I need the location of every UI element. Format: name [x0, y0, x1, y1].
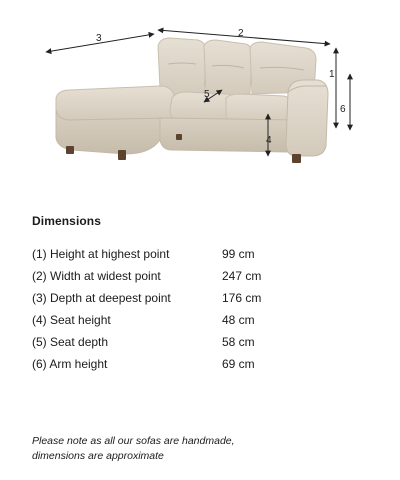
dimension-value: 99 cm [222, 247, 255, 261]
dimension-row-height [32, 243, 332, 265]
dimensions-list [32, 243, 332, 375]
marker-1: 1 [329, 69, 335, 80]
handmade-note: Please note as all our sofas are handmade, dimensions are approximate [32, 435, 235, 462]
dimension-row-arm-height [32, 353, 332, 375]
dimension-row-width [32, 265, 332, 287]
dimension-value: 69 cm [222, 357, 255, 371]
marker-4: 4 [266, 135, 272, 146]
dimension-label: (2) Width at widest point [32, 269, 161, 283]
dimension-row-seat-depth [32, 331, 332, 353]
marker-5: 5 [204, 89, 210, 100]
dimension-value: 247 cm [222, 269, 262, 283]
dimension-row-seat-height [32, 309, 332, 331]
sofa-dimension-diagram [0, 0, 400, 200]
dimension-label: (5) Seat depth [32, 335, 109, 349]
dimension-value: 58 cm [222, 335, 255, 349]
dimension-value: 48 cm [222, 313, 255, 327]
dimensions-heading: Dimensions [32, 214, 102, 228]
marker-3: 3 [96, 33, 102, 44]
sofa-illustration [56, 38, 328, 163]
marker-6: 6 [340, 104, 346, 115]
dimension-row-depth [32, 287, 332, 309]
dimension-label: (6) Arm height [32, 357, 108, 371]
dimension-label: (3) Depth at deepest point [32, 291, 171, 305]
dimension-label: (4) Seat height [32, 313, 111, 327]
marker-2: 2 [238, 28, 244, 39]
dimension-value: 176 cm [222, 291, 262, 305]
dimension-label: (1) Height at highest point [32, 247, 170, 261]
